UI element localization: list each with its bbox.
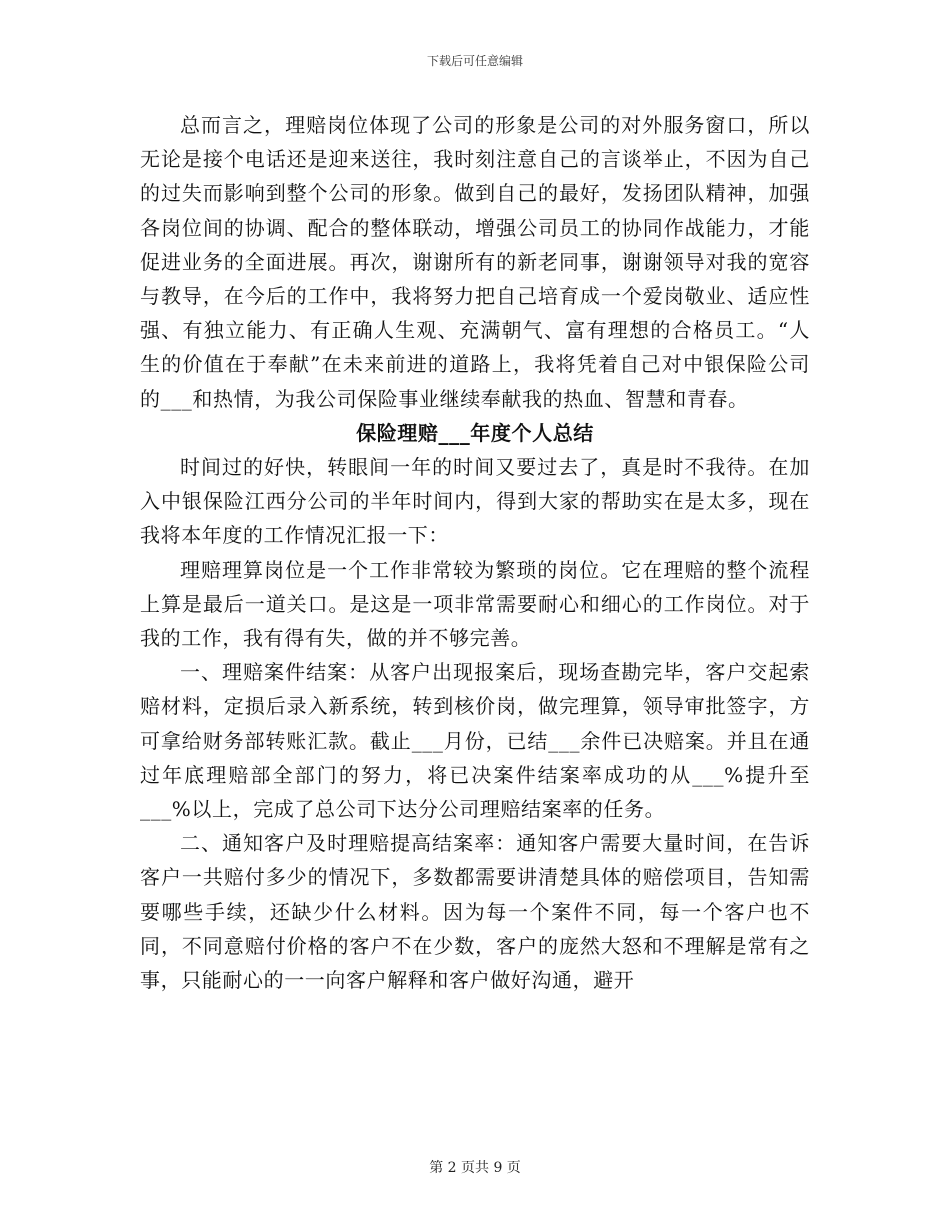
page-footer: 第 2 页共 9 页 [429,1160,521,1176]
document-body [140,108,810,997]
page-header: 下载后可任意编辑 [426,54,523,68]
body-paragraph: 总而言之，理赔岗位体现了公司的形象是公司的对外服务窗口，所以无论是接个电话还是迎来送往，我时刻注意自己的言谈举止，不因为自己的过失而影响到整个公司的形象。做到自己的最好，发扬团队精神，加强各岗位间的协调、配合的整体联动，增强公司员工的协同作战能力，才能促进业务的全面进展。再次，谢谢所有的新老同事，谢谢领导对我的宽容与教导，在今后的工作中，我将努力把自己培育成一个爱岗敬业、适应性强、有独立能力、有正确人生观、充满朝气、富有理想的合格员工。“人生的价值在于奉献”在未来前进的道路上，我将凭着自己对中银保险公司的___和热情，为我公司保险事业继续奉献我的热血、智慧和青春。 [140,113,810,411]
body-paragraph: 二、通知客户及时理赔提高结案率：通知客户需要大量时间，在告诉客户一共赔付多少的情况下，多数都需要讲清楚具体的赔偿项目，告知需要哪些手续，还缺少什么材料。因为每一个案件不同，每一个客户也不同，不同意赔付价格的客户不在少数，客户的庞然大怒和不理解是常有之事，只能耐心的一一向客户解释和客户做好沟通，避开 [140,831,810,993]
body-paragraph: 一、理赔案件结案：从客户出现报案后，现场查勘完毕，客户交起索赔材料，定损后录入新系统，转到核价岗，做完理算，领导审批签字，方可拿给财务部转账汇款。截止___月份，已结___余件已决赔案。并且在通过年底理赔部全部门的努力，将已决案件结案率成功的从___%提升至___%以上，完成了总公司下达分公司理赔结案率的任务。 [140,660,810,822]
body-paragraph: 理赔理算岗位是一个工作非常较为繁琐的岗位。它在理赔的整个流程上算是最后一道关口。是这是一项非常需要耐心和细心的工作岗位。对于我的工作，我有得有失，做的并不够完善。 [140,557,810,651]
section-title: 保险理赔___年度个人总结 [356,420,594,445]
body-paragraph: 时间过的好快，转眼间一年的时间又要过去了，真是时不我待。在加入中银保险江西分公司的半年时间内，得到大家的帮助实在是太多，现在我将本年度的工作情况汇报一下： [140,455,810,548]
